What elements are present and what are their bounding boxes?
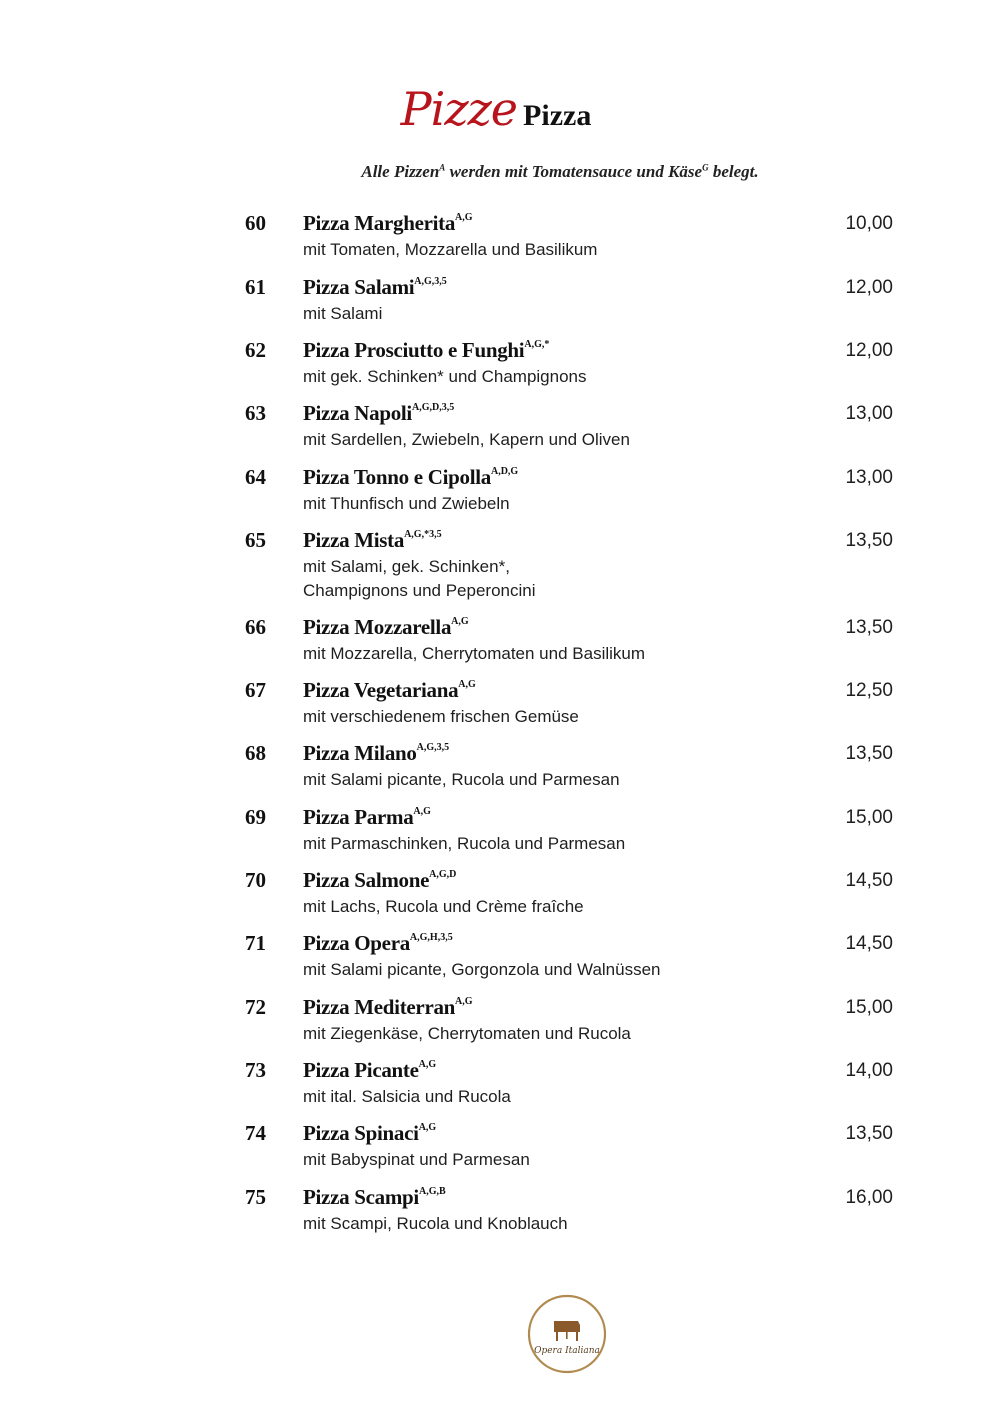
item-name: Pizza Margherita$^{A,G}$ — [303, 211, 473, 235]
item-price: 12,00 — [845, 277, 893, 298]
allergen-codes: A,G,3,5 — [414, 276, 447, 287]
item-number: 68 — [245, 741, 266, 765]
opera-italiana-logo — [526, 1293, 608, 1375]
item-price: 14,00 — [845, 1060, 893, 1081]
item-name: Pizza Scampi$^{A,G,B}$ — [303, 1185, 446, 1209]
item-number: 69 — [245, 805, 266, 829]
item-name: Pizza Opera$^{A,G,H,3,5}$ — [303, 931, 453, 955]
item-description: mit gek. Schinken* und Champignons — [303, 367, 587, 386]
subtitle-part1: Alle Pizzen — [361, 162, 440, 181]
item-price: 13,00 — [845, 403, 893, 424]
item-price: 12,50 — [845, 680, 893, 701]
item-number: 63 — [245, 401, 266, 425]
item-number: 65 — [245, 528, 266, 552]
item-number: 62 — [245, 338, 266, 362]
item-description: mit Salami picante, Rucola und Parmesan — [303, 770, 620, 789]
item-name: Pizza Mozzarella$^{A,G}$ — [303, 615, 469, 639]
item-name: Pizza Picante$^{A,G}$ — [303, 1058, 437, 1082]
item-name: Pizza Spinaci$^{A,G}$ — [303, 1121, 437, 1145]
allergen-codes: A,G,D — [429, 869, 457, 880]
item-name: Pizza Salami$^{A,G,3,5}$ — [303, 275, 447, 299]
item-price: 13,50 — [845, 1123, 893, 1144]
title-plain: Pizza — [523, 99, 592, 132]
item-price: 12,00 — [845, 340, 893, 361]
allergen-codes: A,G,B — [418, 1186, 446, 1197]
allergen-codes: A,G,*3,5 — [404, 529, 442, 540]
page-title — [0, 82, 992, 142]
item-description: mit Mozzarella, Cherrytomaten und Basilikum — [303, 644, 646, 663]
logo-text: Opera Italiana — [534, 1346, 600, 1356]
subtitle — [0, 162, 992, 182]
item-number: 60 — [245, 211, 266, 235]
item-price: 13,50 — [845, 743, 893, 764]
item-price: 10,00 — [845, 213, 893, 234]
allergen-codes: A,G,H,3,5 — [409, 932, 453, 943]
item-description: mit ital. Salsicia und Rucola — [303, 1087, 511, 1106]
item-price: 13,50 — [845, 530, 893, 551]
allergen-codes: A,G — [458, 679, 476, 690]
allergen-codes: A,G — [455, 212, 473, 223]
item-number: 75 — [245, 1185, 266, 1209]
item-number: 64 — [245, 465, 266, 489]
allergen-codes: A,G — [413, 806, 431, 817]
allergen-codes: A,G,3,5 — [416, 742, 450, 753]
subtitle-part2: werden mit Tomatensauce und Käse — [445, 162, 703, 181]
item-number: 73 — [245, 1058, 266, 1082]
item-description: mit Thunfisch und Zwiebeln — [303, 494, 510, 513]
allergen-codes: A,G,D,3,5 — [411, 402, 455, 413]
item-name: Pizza Prosciutto e Funghi$^{A,G,*}$ — [303, 338, 550, 362]
item-name: Pizza Mista$^{A,G,*3,5}$ — [303, 528, 442, 552]
item-number: 61 — [245, 275, 266, 299]
item-description: mit Salami, gek. Schinken*, Champignons und Peperoncini — [303, 557, 536, 600]
item-name: Pizza Salmone$^{A,G,D}$ — [303, 868, 457, 892]
item-name: Pizza Vegetariana$^{A,G}$ — [303, 678, 476, 702]
item-description: mit Ziegenkäse, Cherrytomaten und Rucola — [303, 1024, 631, 1043]
subtitle-sup2: G — [702, 162, 709, 173]
item-number: 71 — [245, 931, 266, 955]
item-price: 13,00 — [845, 467, 893, 488]
item-number: 66 — [245, 615, 266, 639]
item-name: Pizza Tonno e Cipolla$^{A,D,G}$ — [303, 465, 519, 489]
subtitle-part3: belegt. — [708, 162, 759, 181]
item-description: mit Parmaschinken, Rucola und Parmesan — [303, 834, 626, 853]
item-price: 16,00 — [845, 1187, 893, 1208]
allergen-codes: A,G — [418, 1059, 437, 1070]
item-price: 15,00 — [845, 807, 893, 828]
item-description: mit Tomaten, Mozzarella und Basilikum — [303, 240, 598, 259]
subtitle-sup1: A — [439, 162, 446, 173]
item-name: Pizza Mediterran$^{A,G}$ — [303, 995, 473, 1019]
item-description: mit Salami — [303, 304, 383, 323]
item-number: 74 — [245, 1121, 266, 1145]
item-name: Pizza Napoli$^{A,G,D,3,5}$ — [303, 401, 455, 425]
allergen-codes: A,G — [451, 616, 469, 627]
item-number: 70 — [245, 868, 266, 892]
item-name: Pizza Parma$^{A,G}$ — [303, 805, 431, 829]
piano-icon — [554, 1321, 580, 1341]
item-number: 72 — [245, 995, 266, 1019]
item-price: 13,50 — [845, 617, 893, 638]
item-price: 14,50 — [845, 933, 893, 954]
title-script: Pizze — [400, 82, 518, 136]
item-description: mit Babyspinat und Parmesan — [303, 1150, 530, 1169]
item-price: 15,00 — [845, 997, 893, 1018]
item-number: 67 — [245, 678, 266, 702]
item-price: 14,50 — [845, 870, 893, 891]
allergen-codes: A,G — [455, 996, 473, 1007]
allergen-codes: A,D,G — [490, 466, 519, 477]
allergen-codes: A,G,* — [524, 339, 550, 350]
item-description: mit Sardellen, Zwiebeln, Kapern und Oliven — [303, 430, 630, 449]
item-description: mit Scampi, Rucola und Knoblauch — [303, 1214, 568, 1233]
item-name: Pizza Milano$^{A,G,3,5}$ — [303, 741, 450, 765]
item-description: mit Salami picante, Gorgonzola und Walnüssen — [303, 960, 661, 979]
item-description: mit Lachs, Rucola und Crème fraîche — [303, 897, 584, 916]
allergen-codes: A,G — [418, 1122, 437, 1133]
item-description: mit verschiedenem frischen Gemüse — [303, 707, 579, 726]
